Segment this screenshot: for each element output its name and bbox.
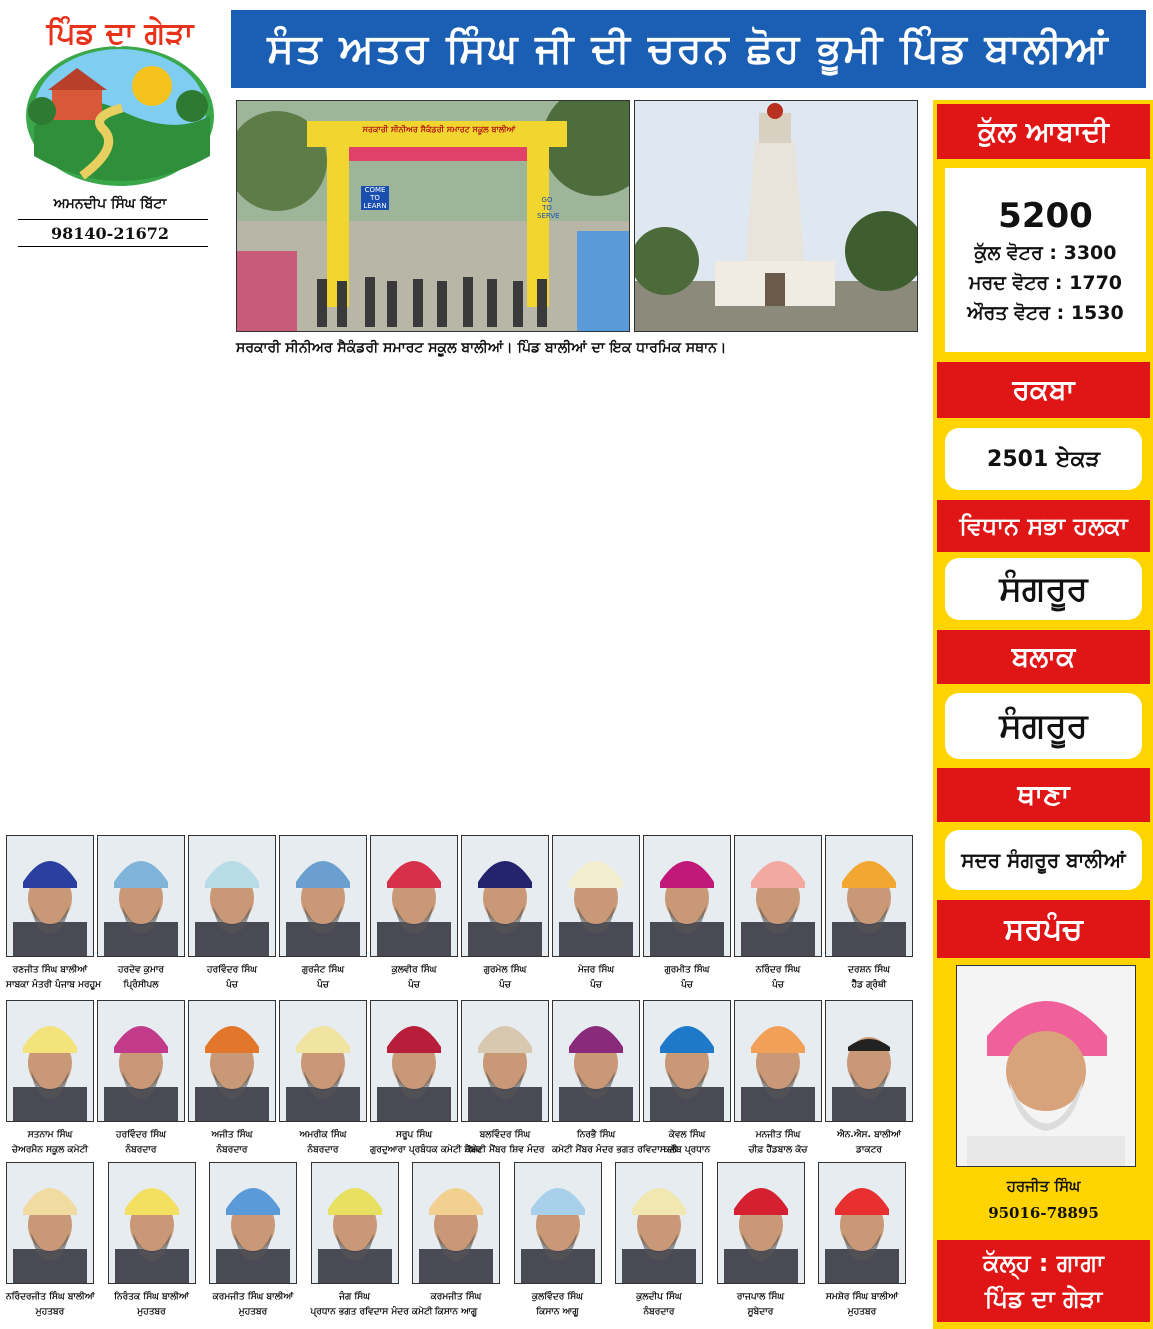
person-card	[279, 835, 367, 991]
person-card	[108, 1162, 196, 1318]
person-card	[734, 835, 822, 991]
person-portrait	[413, 1163, 499, 1283]
sarpanch-phone: 95016-78895	[988, 1204, 1099, 1222]
person-card	[825, 835, 913, 991]
total-voters: ਕੁੱਲ ਵੋਟਰ : 3300	[974, 242, 1117, 264]
person-photo	[311, 1162, 399, 1284]
person-photo	[717, 1162, 805, 1284]
person-name: ਸਤਨਾਮ ਸਿੰਘ	[27, 1130, 73, 1140]
person-portrait	[462, 1001, 548, 1121]
person-photo	[188, 835, 276, 957]
person-portrait	[826, 836, 912, 956]
person-role: ਡਾਕਟਰ	[856, 1145, 882, 1155]
person-photo	[734, 835, 822, 957]
population-value: 5200	[998, 196, 1093, 236]
person-photo	[108, 1162, 196, 1284]
person-photo	[370, 1000, 458, 1122]
person-name: ਗੁਰਜੰਟ ਸਿੰਘ	[301, 965, 345, 975]
person-photo	[188, 1000, 276, 1122]
person-portrait	[735, 836, 821, 956]
person-name: ਬਲਵਿੰਦਰ ਸਿੰਘ	[479, 1130, 531, 1140]
person-photo	[552, 1000, 640, 1122]
person-card	[97, 1000, 185, 1156]
area-value: 2501 ਏਕੜ	[945, 428, 1142, 490]
person-portrait	[7, 1163, 93, 1283]
person-name: ਹਰਵਿੰਦਰ ਸਿੰਘ	[116, 1130, 166, 1140]
person-role: ਪੰਚ	[226, 980, 238, 990]
person-card	[643, 1000, 731, 1156]
person-photo	[643, 835, 731, 957]
person-role: ਪ੍ਰਧਾਨ ਭਗਤ ਰਵਿਦਾਸ ਮੰਦਰ ਕਮੇਟੀ	[310, 1307, 433, 1317]
person-name: ਐਨ.ਐਸ. ਬਾਲੀਆਂ	[837, 1130, 901, 1140]
constituency-label: ਵਿਧਾਨ ਸਭਾ ਹਲਕਾ	[937, 500, 1150, 552]
person-portrait	[280, 1001, 366, 1121]
person-role: ਨੰਬਰਦਾਰ	[216, 1145, 248, 1155]
person-role: ਮੁਹਤਬਰ	[238, 1307, 268, 1317]
person-name: ਗੁਰਮੇਲ ਸਿੰਘ	[483, 965, 527, 975]
person-portrait	[462, 836, 548, 956]
person-card	[514, 1162, 602, 1318]
temple-graphic	[635, 101, 917, 331]
person-role: ਮੁਹਤਬਰ	[847, 1307, 877, 1317]
person-photo	[279, 835, 367, 957]
person-role: ਸੂਬੇਦਾਰ	[747, 1307, 774, 1317]
person-card	[6, 835, 102, 991]
person-portrait	[98, 836, 184, 956]
person-card	[461, 835, 549, 991]
person-photo	[734, 1000, 822, 1122]
next-village-box	[937, 1240, 1150, 1322]
person-portrait	[644, 836, 730, 956]
person-name: ਕਰਮਜੀਤ ਸਿੰਘ ਬਾਲੀਆਂ	[212, 1292, 294, 1302]
person-role: ਪੰਚ	[681, 980, 693, 990]
headline-banner	[231, 10, 1146, 88]
police-value: ਸਦਰ ਸੰਗਰੂਰ ਬਾਲੀਆਂ	[945, 830, 1142, 890]
person-name: ਕੁਲਵੀਰ ਸਿੰਘ	[391, 965, 437, 975]
person-card	[310, 1162, 433, 1318]
person-role: ਕਮੇਟੀ ਮੈਂਬਰ ਸ਼ਿਵ ਮੰਦਰ	[465, 1145, 545, 1155]
person-card	[188, 835, 276, 991]
person-role: ਕਿਸਾਨ ਆਗੂ	[434, 1307, 478, 1317]
person-name: ਜੰਗ ਸਿੰਘ	[339, 1292, 370, 1302]
person-portrait	[616, 1163, 702, 1283]
person-card	[734, 1000, 822, 1156]
person-role: ਪ੍ਰਿੰਸੀਪਲ	[123, 980, 159, 990]
sarpanch-portrait	[957, 966, 1135, 1166]
person-photo	[825, 835, 913, 957]
person-portrait	[7, 836, 93, 956]
person-photo	[412, 1162, 500, 1284]
person-role: ਕਿਸਾਨ ਆਗੂ	[536, 1307, 579, 1317]
block-label: ਬਲਾਕ	[937, 630, 1150, 684]
series-label: ਪਿੰਡ ਦਾ ਗੇੜਾ	[984, 1285, 1103, 1313]
person-name: ਸਮਸ਼ੇਰ ਸਿੰਘ ਬਾਲੀਆਂ	[825, 1292, 899, 1302]
person-name: ਕੇਵਲ ਸਿੰਘ	[668, 1130, 706, 1140]
person-name: ਮਨਜੀਤ ਸਿੰਘ	[755, 1130, 801, 1140]
person-role: ਨੰਬਰਦਾਰ	[125, 1145, 157, 1155]
person-card	[615, 1162, 703, 1318]
person-card	[188, 1000, 276, 1156]
person-name: ਗੁਰਮੀਤ ਸਿੰਘ	[664, 965, 710, 975]
person-card	[461, 1000, 549, 1156]
person-name: ਕੁਲਦੀਪ ਸਿੰਘ	[636, 1292, 682, 1302]
person-photo	[97, 835, 185, 957]
person-role: ਪੰਚ	[408, 980, 420, 990]
person-name: ਹਰਵਿੰਦਰ ਸਿੰਘ	[207, 965, 257, 975]
author-phone: 98140-21672	[51, 224, 169, 243]
person-name: ਕਰਮਜੀਤ ਸਿੰਘ	[430, 1292, 482, 1302]
person-name: ਅਮਰੀਕ ਸਿੰਘ	[299, 1130, 347, 1140]
person-photo	[825, 1000, 913, 1122]
person-role: ਨੰਬਰਦਾਰ	[643, 1307, 675, 1317]
person-photo	[279, 1000, 367, 1122]
person-photo	[461, 1000, 549, 1122]
person-portrait	[98, 1001, 184, 1121]
person-role: ਚੀਫ਼ ਹੈਂਡਬਾਲ ਕੋਚ	[748, 1145, 808, 1155]
logo	[12, 16, 228, 188]
sarpanch-name: ਹਰਜੀਤ ਸਿੰਘ	[1006, 1177, 1081, 1195]
person-card	[818, 1162, 906, 1318]
person-portrait	[7, 1001, 93, 1121]
person-photo	[643, 1000, 731, 1122]
gate-left-sign: COME TO LEARN	[361, 186, 389, 210]
person-card	[370, 835, 458, 991]
population-label: ਕੁੱਲ ਆਬਾਦੀ	[937, 104, 1150, 159]
person-role: ਮੁਹਤਬਰ	[137, 1307, 166, 1317]
person-photo	[818, 1162, 906, 1284]
female-voters: ਔਰਤ ਵੋਟਰ : 1530	[967, 302, 1124, 324]
temple-photo	[634, 100, 918, 332]
person-photo	[514, 1162, 602, 1284]
headline-title: ਸੰਤ ਅਤਰ ਸਿੰਘ ਜੀ ਦੀ ਚਰਨ ਛੋਹ ਭੂਮੀ ਪਿੰਡ ਬਾਲੀਆਂ	[267, 26, 1110, 72]
person-portrait	[553, 1001, 639, 1121]
population-box	[945, 168, 1146, 352]
person-card	[643, 835, 731, 991]
person-role: ਪੰਚ	[590, 980, 602, 990]
area-label: ਰਕਬਾ	[937, 362, 1150, 418]
person-name: ਨਿਰਭੈ ਸਿੰਘ	[576, 1130, 616, 1140]
person-role: ਨੰਬਰਦਾਰ	[307, 1145, 339, 1155]
person-card	[370, 1000, 482, 1156]
person-portrait	[371, 1001, 457, 1121]
person-portrait	[644, 1001, 730, 1121]
block-value: ਸੰਗਰੂਰ	[945, 693, 1142, 759]
person-portrait	[189, 1001, 275, 1121]
person-name: ਰਣਜੀਤ ਸਿੰਘ ਬਾਲੀਆਂ	[12, 965, 88, 975]
person-portrait	[312, 1163, 398, 1283]
person-role: ਕਲੱਬ ਪ੍ਰਧਾਨ	[663, 1145, 711, 1155]
photo-caption: ਸਰਕਾਰੀ ਸੀਨੀਅਰ ਸੈਕੰਡਰੀ ਸਮਾਰਟ ਸਕੂਲ ਬਾਲੀਆਂ। ਪਿੰਡ ਬਾਲੀਆਂ ਦਾ ਇਕ ਧਾਰਮਿਕ ਸਥਾਨ।	[236, 340, 727, 356]
police-label: ਥਾਣਾ	[937, 768, 1150, 822]
person-name: ਕੁਲਵਿੰਦਰ ਸਿੰਘ	[531, 1292, 583, 1302]
person-portrait	[553, 836, 639, 956]
person-role: ਚੇਅਰਮੈਨ ਸਕੂਲ ਕਮੇਟੀ	[12, 1145, 88, 1155]
person-card	[6, 1000, 94, 1156]
person-name: ਹਰਦੇਵ ਕੁਮਾਰ	[117, 965, 165, 975]
person-card	[209, 1162, 297, 1318]
school-sign: ਸਰਕਾਰੀ ਸੀਨੀਅਰ ਸੈਕੰਡਰੀ ਸਮਾਰਟ ਸਕੂਲ ਬਾਲੀਆਂ	[362, 125, 516, 134]
person-photo	[461, 835, 549, 957]
person-card	[825, 1000, 913, 1156]
author-name: ਅਮਨਦੀਪ ਸਿੰਘ ਬਿੱਟਾ	[53, 196, 167, 212]
logo-text: ਪਿੰਡ ਦਾ ਗੇੜਾ	[46, 16, 194, 51]
sarpanch-label: ਸਰਪੰਚ	[937, 900, 1150, 958]
person-role: ਕਮੇਟੀ ਮੈਂਬਰ ਮੰਦਰ ਭਗਤ ਰਵਿਦਾਸ ਜੀ	[552, 1145, 678, 1155]
person-card	[552, 835, 640, 991]
person-card	[412, 1162, 500, 1318]
male-voters: ਮਰਦ ਵੋਟਰ : 1770	[968, 272, 1123, 294]
person-portrait	[718, 1163, 804, 1283]
person-portrait	[515, 1163, 601, 1283]
person-card	[97, 835, 185, 991]
person-name: ਨਰਿੰਦਰਜੀਤ ਸਿੰਘ ਬਾਲੀਆਂ	[6, 1292, 95, 1302]
person-portrait	[210, 1163, 296, 1283]
person-portrait	[371, 836, 457, 956]
divider	[18, 219, 208, 220]
person-role: ਪੰਚ	[499, 980, 511, 990]
person-card	[279, 1000, 367, 1156]
person-card	[717, 1162, 805, 1318]
divider	[18, 246, 208, 247]
person-role: ਸਾਬਕਾ ਮੰਤਰੀ ਪੰਜਾਬ ਮਰਹੂਮ	[6, 980, 102, 990]
gate-right-sign: GO TO SERVE	[537, 196, 560, 220]
person-card	[552, 1000, 678, 1156]
person-photo	[615, 1162, 703, 1284]
person-role: ਮੁਹਤਬਰ	[35, 1307, 65, 1317]
person-portrait	[826, 1001, 912, 1121]
person-name: ਅਜੀਤ ਸਿੰਘ	[211, 1130, 253, 1140]
person-photo	[6, 835, 94, 957]
person-name: ਨਿਰੰਤਕ ਸਿੰਘ ਬਾਲੀਆਂ	[114, 1292, 189, 1302]
person-role: ਪੰਚ	[317, 980, 329, 990]
person-photo	[209, 1162, 297, 1284]
person-portrait	[109, 1163, 195, 1283]
person-photo	[370, 835, 458, 957]
person-photo	[6, 1000, 94, 1122]
school-photo	[236, 100, 630, 332]
person-name: ਰਾਜਪਾਲ ਸਿੰਘ	[736, 1292, 785, 1302]
person-role: ਹੈੱਡ ਗ੍ਰੰਥੀ	[851, 980, 887, 990]
sarpanch-photo	[956, 965, 1136, 1167]
person-photo	[6, 1162, 94, 1284]
person-role: ਗੁਰਦੁਆਰਾ ਪ੍ਰਬੰਧਕ ਕਮੇਟੀ ਮੈਂਬਰ	[370, 1145, 482, 1155]
person-name: ਮੇਜਰ ਸਿੰਘ	[577, 965, 615, 975]
school-gate-graphic	[237, 101, 629, 331]
person-photo	[552, 835, 640, 957]
person-name: ਨਰਿੰਦਰ ਸਿੰਘ	[755, 965, 801, 975]
constituency-value: ਸੰਗਰੂਰ	[945, 558, 1142, 620]
person-card	[6, 1162, 94, 1318]
person-portrait	[280, 836, 366, 956]
person-portrait	[735, 1001, 821, 1121]
next-village-label: ਕੱਲ੍ਹ : ਗਾਗਾ	[983, 1249, 1104, 1277]
person-portrait	[189, 836, 275, 956]
person-name: ਸਰੂਪ ਸਿੰਘ	[395, 1130, 433, 1140]
person-name: ਦਰਸ਼ਨ ਸਿੰਘ	[848, 965, 890, 975]
person-photo	[97, 1000, 185, 1122]
person-portrait	[819, 1163, 905, 1283]
person-role: ਪੰਚ	[772, 980, 784, 990]
